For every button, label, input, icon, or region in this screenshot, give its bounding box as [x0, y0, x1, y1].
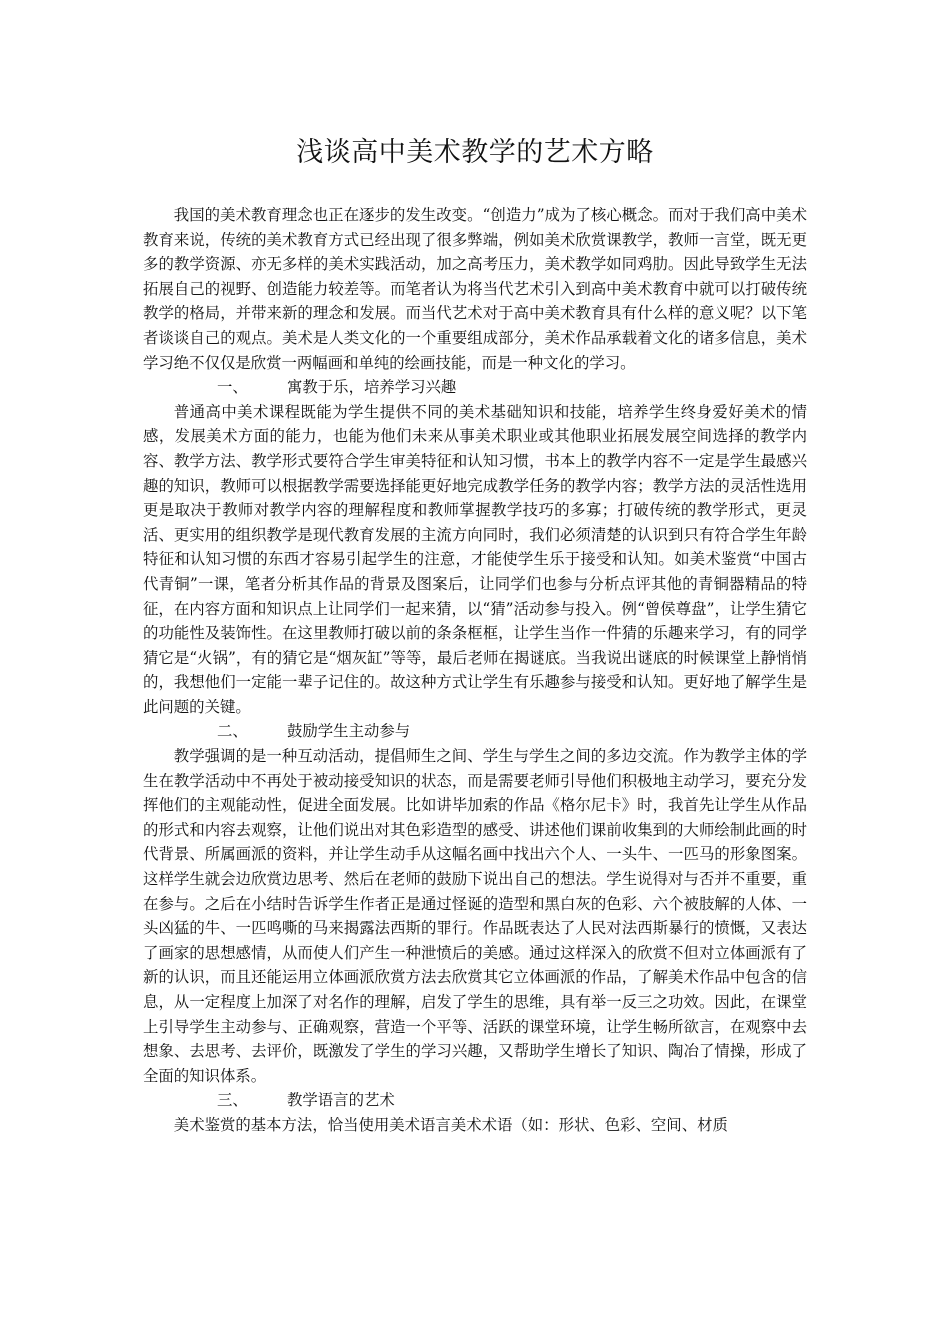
section-paragraph-3: 美术鉴赏的基本方法，恰当使用美术语言美术术语（如：形状、色彩、空间、材质 — [173, 1115, 728, 1134]
section-title-2: 鼓励学生主动参与 — [287, 722, 411, 741]
section-number-3: 三、 — [217, 1091, 248, 1110]
section-heading-2 — [143, 719, 807, 744]
section-title-1: 寓教于乐，培养学习兴趣 — [287, 378, 457, 397]
section-number-2: 二、 — [217, 722, 248, 741]
intro-paragraph: 我国的美术教育理念也正在逐步的发生改变。“创造力”成为了核心概念。而对于我们高中美术教育来说，传统的美术教育方式已经出现了很多弊端，例如美术欣赏课教学，教师一言堂，既无更多的教学资源、亦无多样的美术实践活动，加之高考压力，美术教学如同鸡肋。因此导致学生无法拓展自己的视野、创造能力较差等。而笔者认为将当代艺术引入到高中美术教育中就可以打破传统教学的格局，并带来新的理念和发展。而当代艺术对于高中美术教育具有什么样的意义呢？以下笔者谈谈自己的观点。美术是人类文化的一个重要组成部分，美术作品承载着文化的诸多信息，美术学习绝不仅仅是欣赏一两幅画和单纯的绘画技能，而是一种文化的学习。 — [143, 206, 807, 372]
document-body — [143, 203, 807, 1138]
section-heading-1 — [143, 375, 807, 400]
document-page — [143, 0, 807, 1344]
section-paragraph-1: 普通高中美术课程既能为学生提供不同的美术基础知识和技能，培养学生终身爱好美术的情感，发展美术方面的能力，也能为他们未来从事美术职业或其他职业拓展发展空间选择的教学内容、教学方法、教学形式要符合学生审美特征和认知习惯，书本上的教学内容不一定是学生最感兴趣的知识，教师可以根据教学需要选择能更好地完成教学任务的教学内容；教学方法的灵活性选用更是取决于教师对教学内容的理解程度和教师掌握教学技巧的多寡；打破传统的教学形式，更灵活、更实用的组织教学是现代教育发展的主流方向同时，我们必须清楚的认识到只有符合学生年龄特征和认知习惯的东西才容易引起学生的注意，才能使学生乐于接受和认知。如美术鉴赏“中国古代青铜”一课，笔者分析其作品的背景及图案后，让同学们也参与分析点评其他的青铜器精品的特征，在内容方面和知识点上让同学们一起来猜，以“猜”活动参与投入。例“曾侯尊盘”，让学生猜它的功能性及装饰性。在这里教师打破以前的条条框框，让学生当作一件猜的乐趣来学习，有的同学猜它是“火锅”，有的猜它是“烟灰缸”等等，最后老师在揭谜底。当我说出谜底的时候课堂上静悄悄的，我想他们一定能一辈子记住的。故这种方式让学生有乐趣参与接受和认知。更好地了解学生是此问题的关键。 — [143, 402, 807, 716]
document-title: 浅谈高中美术教学的艺术方略 — [296, 137, 654, 168]
section-paragraph-2: 教学强调的是一种互动活动，提倡师生之间、学生与学生之间的多边交流。作为教学主体的学生在教学活动中不再处于被动接受知识的状态，而是需要老师引导他们积极地主动学习，要充分发挥他们的主观能动性，促进全面发展。比如讲毕加索的作品《格尔尼卡》时，我首先让学生从作品的形式和内容去观察，让他们说出对其色彩造型的感受、讲述他们课前收集到的大师绘制此画的时代背景、所属画派的资料，并让学生动手从这幅名画中找出六个人、一头牛、一匹马的形象图案。这样学生就会边欣赏边思考、然后在老师的鼓励下说出自己的想法。学生说得对与否并不重要，重在参与。之后在小结时告诉学生作者正是通过怪诞的造型和黑白灰的色彩、六个被肢解的人体、一头凶猛的牛、一匹鸣嘶的马来揭露法西斯的罪行。作品既表达了人民对法西斯暴行的愤慨，又表达了画家的思想感情，从而使人们产生一种泄愤后的美感。通过这样深入的欣赏不但对立体画派有了新的认识，而且还能运用立体画派欣赏方法去欣赏其它立体画派的作品，了解美术作品中包含的信息，从一定程度上加深了对名作的理解，启发了学生的思维，具有举一反三之功效。因此，在课堂上引导学生主动参与、正确观察，营造一个平等、活跃的课堂环境，让学生畅所欲言，在观察中去想象、去思考、去评价，既激发了学生的学习兴趣，又帮助学生增长了知识、陶冶了情操，形成了全面的知识体系。 — [143, 747, 807, 1085]
section-title-3: 教学语言的艺术 — [287, 1091, 395, 1110]
section-heading-3 — [143, 1088, 807, 1113]
section-number-1: 一、 — [217, 378, 248, 397]
